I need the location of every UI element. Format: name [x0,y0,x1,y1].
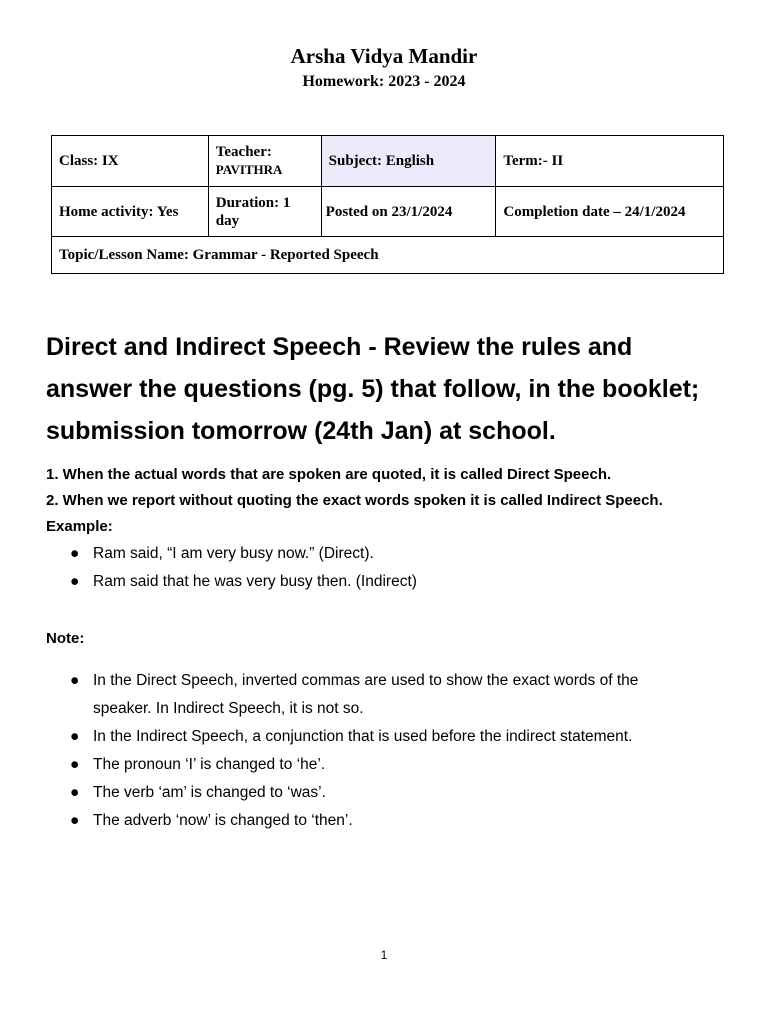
examples-list [46,540,736,596]
bullet-icon: ● [70,545,80,562]
note-text: In the Direct Speech, inverted commas are used to show the exact words of the [93,672,639,689]
completion-date-value: Completion date – 24/1/2024 [503,203,686,220]
list-item [46,568,736,596]
subject-value: Subject: English [328,153,435,169]
example-label: Example: [46,518,113,535]
teacher-cell [208,136,321,187]
teacher-label: Teacher: [215,144,272,160]
note-text: In the Indirect Speech, a conjunction that is used before the indirect statement. [93,728,633,745]
bullet-icon: ● [70,784,80,801]
class-value: Class: IX [59,153,119,169]
list-item [46,667,736,723]
list-item [46,540,736,568]
completion-date-cell [496,187,724,237]
notes-list [46,667,736,835]
note-text-continued: speaker. In Indirect Speech, it is not so. [93,700,364,717]
rule-direct-speech: 1. When the actual words that are spoken are quoted, it is called Direct Speech. [46,466,612,483]
list-item [46,807,736,835]
posted-on-value: Posted on 23/1/2024 [325,203,453,220]
example-text: Ram said, “I am very busy now.” (Direct). [93,545,374,562]
term-cell [496,136,724,187]
school-name: Arsha Vidya Mandir [290,44,478,68]
table-row [52,187,724,237]
note-label: Note: [46,630,85,647]
headline-line: Direct and Indirect Speech - Review the rules and [46,333,633,361]
bullet-icon: ● [70,672,80,689]
example-text: Ram said that he was very busy then. (Indirect) [93,573,417,590]
headline-line: submission tomorrow (24th Jan) at school. [46,417,556,445]
duration-cell [208,187,321,237]
note-text: The pronoun ‘I’ is changed to ‘he’. [93,756,326,773]
bullet-icon: ● [70,573,80,590]
home-activity-value: Home activity: Yes [59,203,179,220]
bullet-icon: ● [70,812,80,829]
duration-line1: Duration: 1 [215,194,291,211]
bullet-icon: ● [70,756,80,773]
rules-block [46,462,736,540]
list-item [46,779,736,807]
duration-line2: day [215,212,240,229]
topic-value: Topic/Lesson Name: Grammar - Reported Speech [59,247,379,263]
homework-info-table [51,135,724,274]
subject-cell [321,136,496,187]
note-text: The adverb ‘now’ is changed to ‘then’. [93,812,353,829]
list-item [46,723,736,751]
list-item [46,751,736,779]
document-header [0,42,768,94]
teacher-name: PAVITHRA [215,162,283,177]
main-content [46,326,736,835]
table-row [52,136,724,187]
topic-cell [52,237,724,274]
homework-year: Homework: 2023 - 2024 [302,73,466,90]
posted-on-cell [321,187,496,237]
headline-line: answer the questions (pg. 5) that follow, in the booklet; [46,375,700,403]
term-value: Term:- II [503,153,564,169]
bullet-icon: ● [70,728,80,745]
rule-indirect-speech: 2. When we report without quoting the exact words spoken it is called Indirect Speech. [46,492,663,509]
class-cell [52,136,209,187]
table-row [52,237,724,274]
page-number: 1 [380,948,388,962]
note-text: The verb ‘am’ is changed to ‘was’. [93,784,326,801]
headline [46,326,736,452]
home-activity-cell [52,187,209,237]
